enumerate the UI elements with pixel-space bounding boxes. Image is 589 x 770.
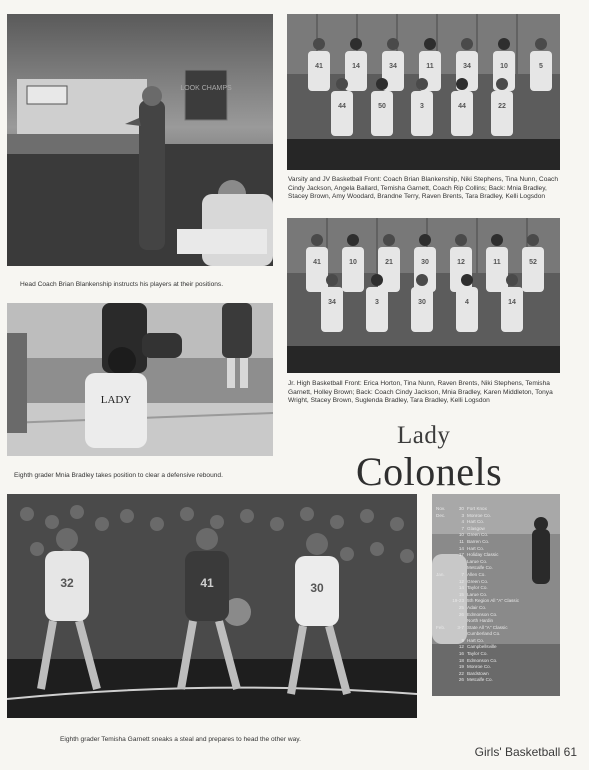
schedule-month bbox=[436, 605, 450, 612]
schedule-opponent: Hart Co. bbox=[467, 637, 485, 643]
player-number: 3 bbox=[420, 103, 424, 110]
player-number: 14 bbox=[508, 299, 516, 306]
page-footer: Girls' Basketball 61 bbox=[474, 745, 577, 759]
schedule-photo bbox=[432, 494, 560, 696]
schedule-date: 17 bbox=[458, 552, 464, 558]
schedule-date: 3-7 bbox=[457, 624, 464, 630]
schedule-date bbox=[450, 618, 467, 625]
player-head bbox=[419, 234, 431, 246]
schedule-row bbox=[436, 631, 519, 638]
schedule-date: 15 bbox=[458, 591, 464, 597]
schedule-opponent: State All "A" Classic bbox=[467, 624, 508, 630]
player-head bbox=[196, 528, 218, 550]
player-jersey bbox=[345, 51, 367, 91]
player-number: 5 bbox=[539, 63, 543, 70]
player-head bbox=[336, 78, 348, 90]
schedule-opponent: Barren Co. bbox=[467, 538, 490, 544]
player-number: 41 bbox=[200, 576, 214, 590]
schedule-month bbox=[436, 592, 450, 599]
schedule-opponent: Bardstown bbox=[467, 670, 489, 676]
schedule-row bbox=[436, 612, 519, 619]
schedule-date: 3 bbox=[461, 512, 464, 518]
player-head bbox=[416, 274, 428, 286]
player-jersey bbox=[342, 247, 364, 292]
schedule-month bbox=[436, 658, 450, 665]
schedule-month: Dec. bbox=[436, 512, 446, 518]
schedule-opponent: 5th Region All "A" Classic bbox=[467, 598, 520, 604]
steal-photo bbox=[7, 494, 417, 718]
schedule-date: 19-23 bbox=[452, 598, 464, 604]
schedule-opponent: Holiday Classic bbox=[467, 552, 499, 558]
schedule-opponent: Glasgow bbox=[467, 525, 485, 531]
player-number: 14 bbox=[352, 63, 360, 70]
schedule-date: 12 bbox=[458, 578, 464, 584]
schedule-month bbox=[436, 664, 450, 671]
steal-image bbox=[7, 494, 417, 718]
player-number: 10 bbox=[349, 259, 357, 266]
player-jersey bbox=[530, 51, 552, 91]
jrhigh-team-image bbox=[287, 218, 560, 373]
player-jersey bbox=[456, 287, 478, 332]
player-number: 3 bbox=[375, 299, 379, 306]
schedule-month: Jan. bbox=[436, 571, 445, 577]
schedule-month bbox=[436, 532, 450, 539]
rebound-jersey-text: LADY bbox=[100, 394, 132, 406]
schedule-row bbox=[436, 565, 519, 572]
schedule-row bbox=[436, 513, 519, 520]
schedule-opponent: Edmonson Co. bbox=[467, 657, 498, 663]
schedule-row bbox=[436, 651, 519, 658]
rebound-image bbox=[7, 303, 273, 456]
player-jersey bbox=[451, 91, 473, 136]
schedule-opponent: Taylor Co. bbox=[467, 585, 488, 591]
schedule-row bbox=[436, 559, 519, 566]
player-jersey bbox=[306, 247, 328, 292]
player-head bbox=[424, 38, 436, 50]
player-head bbox=[313, 38, 325, 50]
player-number: 10 bbox=[500, 63, 508, 70]
schedule-date: 7 bbox=[461, 571, 464, 577]
schedule-opponent: Campbellsville bbox=[467, 644, 497, 650]
schedule-opponent: Fort Knox bbox=[467, 506, 487, 511]
schedule-opponent: North Hardin bbox=[467, 618, 494, 624]
varsity-team-photo bbox=[287, 14, 560, 170]
varsity-team-image bbox=[287, 14, 560, 170]
schedule-row bbox=[436, 644, 519, 651]
player-jersey bbox=[366, 287, 388, 332]
schedule-month bbox=[436, 644, 450, 651]
section-title-colonels: Colonels bbox=[356, 449, 503, 494]
player-number: 44 bbox=[458, 103, 466, 110]
schedule-opponent: Metcalfe Co. bbox=[467, 565, 493, 571]
schedule-month bbox=[436, 579, 450, 586]
schedule-row bbox=[436, 664, 519, 671]
player-jersey bbox=[411, 91, 433, 136]
varsity-caption: Varsity and JV Basketball Front: Coach Brian Blankenship, Niki Stephens, Tina Nunn, Coach Cindy Jackson, Angela Ballard, Temisha Garnett, Coach Rip Collins; Back: Mnia Bradley, Stacey Brown, Amy Woodard, Brandne Terry, Raven Brents, Tara Bradley, Kelli Logsdon bbox=[288, 176, 558, 201]
schedule-row bbox=[436, 579, 519, 586]
schedule-opponent: Monroe Co. bbox=[467, 512, 492, 518]
schedule-opponent: Adair Co. bbox=[467, 604, 487, 610]
schedule-date: 26 bbox=[458, 611, 464, 617]
schedule-list bbox=[436, 506, 519, 684]
player-jersey bbox=[308, 51, 330, 91]
player-jersey bbox=[486, 247, 508, 292]
player-head bbox=[311, 234, 323, 246]
player-head bbox=[347, 234, 359, 246]
schedule-month: Feb. bbox=[436, 624, 446, 630]
schedule-opponent: Metcalfe Co. bbox=[467, 677, 493, 683]
coach-photo bbox=[7, 14, 273, 266]
player-jersey bbox=[522, 247, 544, 292]
player-number: 11 bbox=[426, 63, 434, 70]
player-head bbox=[56, 528, 78, 550]
schedule-opponent: Hart Co. bbox=[467, 519, 485, 525]
player-head bbox=[376, 78, 388, 90]
schedule-month bbox=[436, 585, 450, 592]
schedule-date: 14 bbox=[458, 585, 464, 591]
jrhigh-caption: Jr. High Basketball Front: Erica Horton, Tina Nunn, Raven Brents, Niki Stephens, Temisha Garnett, Holley Brown; Back: Coach Cindy Jackson, Mnia Bradley, Karen Middleton, Tonya Wright, Stacey Brown, Suglenda Bradley, Tara Bradley, Kelli Logsdon bbox=[288, 380, 553, 405]
schedule-row bbox=[436, 592, 519, 599]
player-number: 11 bbox=[493, 259, 501, 266]
schedule-date: 26 bbox=[458, 677, 464, 683]
schedule-date bbox=[450, 559, 467, 566]
player-number: 34 bbox=[328, 299, 336, 306]
schedule-opponent: Taylor Co. bbox=[467, 651, 488, 657]
schedule-month bbox=[436, 598, 450, 605]
schedule-date: 25 bbox=[458, 604, 464, 610]
schedule-month bbox=[436, 565, 450, 572]
player-head bbox=[456, 78, 468, 90]
jrhigh-team-photo bbox=[287, 218, 560, 373]
schedule-row bbox=[436, 526, 519, 533]
schedule-date: 30 bbox=[458, 506, 464, 511]
player-number: 21 bbox=[385, 259, 393, 266]
schedule-opponent: Larue Co. bbox=[467, 591, 488, 597]
player-jersey bbox=[414, 247, 436, 292]
schedule-month bbox=[436, 677, 450, 684]
player-head bbox=[387, 38, 399, 50]
player-head bbox=[498, 38, 510, 50]
player-number: 34 bbox=[389, 63, 397, 70]
player-number: 32 bbox=[60, 576, 74, 590]
schedule-opponent: Green Co. bbox=[467, 578, 489, 584]
schedule-month bbox=[436, 539, 450, 546]
schedule-month bbox=[436, 631, 450, 638]
player-number: 30 bbox=[310, 581, 324, 595]
player-head bbox=[383, 234, 395, 246]
player-number: 4 bbox=[465, 299, 469, 306]
player-head bbox=[371, 274, 383, 286]
player-jersey bbox=[331, 91, 353, 136]
schedule-row bbox=[436, 671, 519, 678]
schedule-row bbox=[436, 618, 519, 625]
schedule-month bbox=[436, 638, 450, 645]
player-number: 41 bbox=[315, 63, 323, 70]
schedule-date bbox=[450, 631, 467, 638]
player-jersey bbox=[321, 287, 343, 332]
player-head bbox=[350, 38, 362, 50]
section-title-lady: Lady bbox=[397, 422, 451, 449]
player-number: 41 bbox=[313, 259, 321, 266]
player-head bbox=[496, 78, 508, 90]
player-head bbox=[326, 274, 338, 286]
schedule-date bbox=[450, 565, 467, 572]
schedule-row bbox=[436, 605, 519, 612]
rebound-caption: Eighth grader Mnia Bradley takes position to clear a defensive rebound. bbox=[14, 472, 223, 479]
schedule-date: 18 bbox=[458, 657, 464, 663]
schedule-date: 10 bbox=[458, 532, 464, 538]
schedule-row bbox=[436, 552, 519, 559]
schedule-row bbox=[436, 519, 519, 526]
schedule-opponent: Green Co. bbox=[467, 532, 489, 538]
schedule-row bbox=[436, 677, 519, 684]
schedule-opponent: Monroe Co. bbox=[467, 664, 492, 670]
coach-photo-image bbox=[7, 14, 273, 266]
schedule-row bbox=[436, 658, 519, 665]
schedule-row bbox=[436, 572, 519, 579]
schedule-date: 14 bbox=[458, 545, 464, 551]
schedule-row bbox=[436, 546, 519, 553]
player-number: 12 bbox=[457, 259, 465, 266]
steal-caption: Eighth grader Temisha Garnett sneaks a steal and prepares to head the other way. bbox=[60, 736, 301, 743]
player-head bbox=[506, 274, 518, 286]
schedule-opponent: Edmonson Co. bbox=[467, 611, 498, 617]
schedule-row bbox=[436, 638, 519, 645]
player-number: 30 bbox=[418, 299, 426, 306]
schedule-opponent: Cumberland Co. bbox=[467, 631, 501, 637]
schedule-opponent: Hart Co. bbox=[467, 545, 485, 551]
player-jersey bbox=[378, 247, 400, 292]
schedule-date: 4 bbox=[461, 519, 464, 525]
player-head bbox=[527, 234, 539, 246]
coach-caption: Head Coach Brian Blankenship instructs his players at their positions. bbox=[20, 281, 224, 288]
schedule-month bbox=[436, 519, 450, 526]
schedule-row bbox=[436, 585, 519, 592]
player-jersey bbox=[501, 287, 523, 332]
schedule-month bbox=[436, 651, 450, 658]
schedule-opponent: Allen Co. bbox=[467, 571, 486, 577]
schedule-month bbox=[436, 612, 450, 619]
player-number: 30 bbox=[421, 259, 429, 266]
schedule-date: 12 bbox=[458, 644, 464, 650]
schedule-month bbox=[436, 618, 450, 625]
schedule-month bbox=[436, 552, 450, 559]
schedule-date: 7 bbox=[461, 525, 464, 531]
player-head bbox=[461, 38, 473, 50]
player-number: 44 bbox=[338, 103, 346, 110]
player-number: 52 bbox=[529, 259, 537, 266]
player-jersey bbox=[371, 91, 393, 136]
player-jersey bbox=[411, 287, 433, 332]
player-head bbox=[461, 274, 473, 286]
schedule-opponent: Larue Co. bbox=[467, 558, 488, 564]
schedule-date: 11 bbox=[459, 538, 464, 544]
schedule-date: 16 bbox=[458, 651, 464, 657]
schedule-month bbox=[436, 671, 450, 678]
schedule-row bbox=[436, 598, 519, 605]
rebound-photo bbox=[7, 303, 273, 456]
schedule-row bbox=[436, 539, 519, 546]
player-head bbox=[306, 533, 328, 555]
schedule-row bbox=[436, 532, 519, 539]
player-head bbox=[535, 38, 547, 50]
schedule-month: Nov. bbox=[436, 506, 446, 511]
schedule-date: 22 bbox=[458, 670, 464, 676]
player-head bbox=[416, 78, 428, 90]
gym-banner-text: LOOK CHAMPS bbox=[180, 85, 232, 92]
player-jersey bbox=[491, 91, 513, 136]
schedule-row bbox=[436, 625, 519, 632]
schedule-date: 9 bbox=[461, 637, 464, 643]
schedule-month bbox=[436, 526, 450, 533]
schedule-month bbox=[436, 559, 450, 566]
schedule-row bbox=[436, 506, 519, 513]
player-number: 50 bbox=[378, 103, 386, 110]
schedule-date: 19 bbox=[458, 664, 464, 670]
player-number: 22 bbox=[498, 103, 506, 110]
player-head bbox=[455, 234, 467, 246]
player-head bbox=[491, 234, 503, 246]
player-number: 34 bbox=[463, 63, 471, 70]
schedule-month bbox=[436, 546, 450, 553]
